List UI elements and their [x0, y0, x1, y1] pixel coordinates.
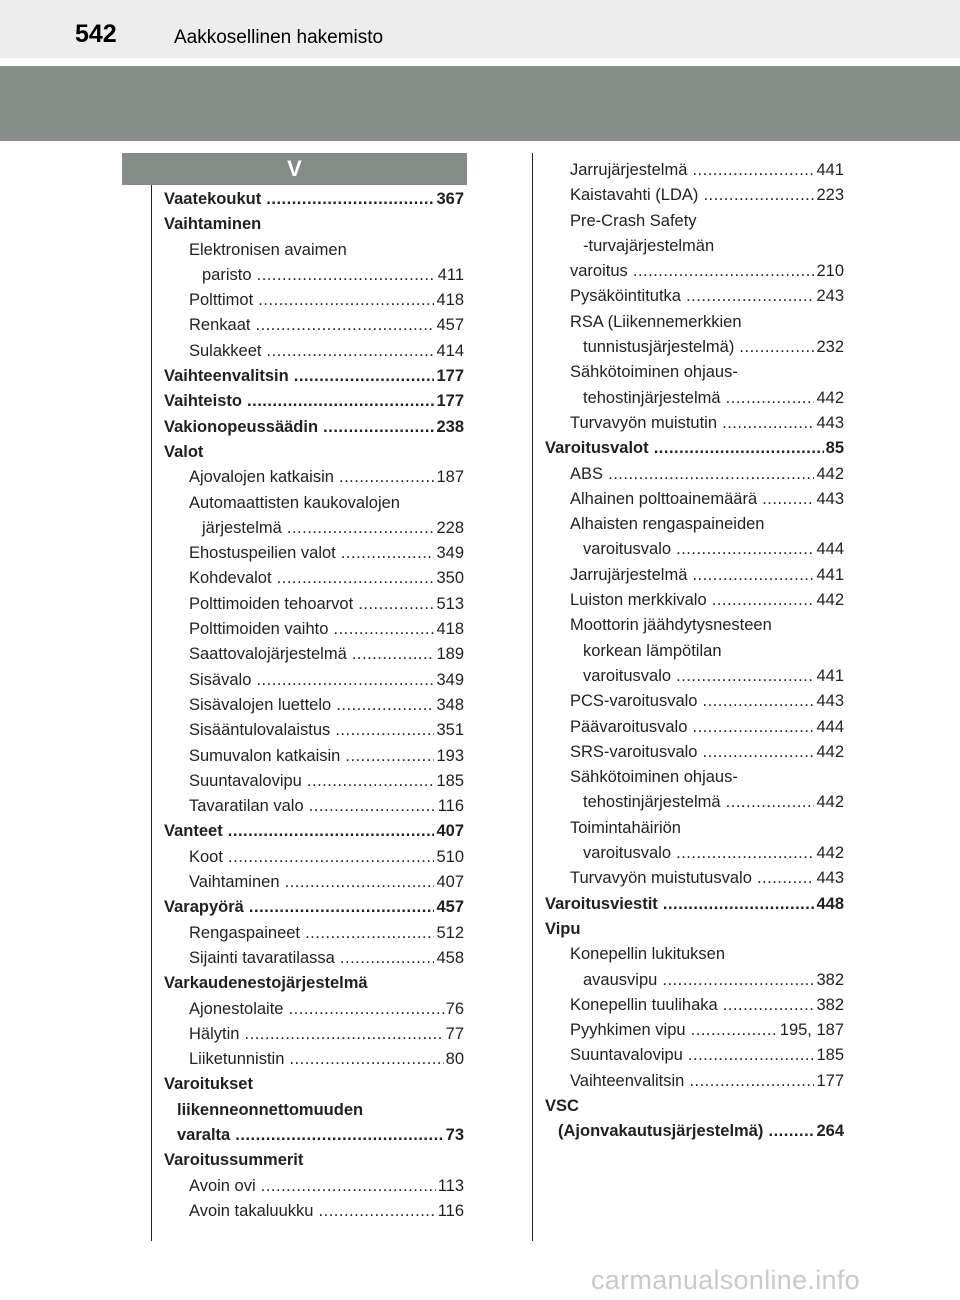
index-entry	[164, 212, 464, 237]
index-entry-term: Suuntavalovipu	[570, 1046, 683, 1065]
index-entry-page: 441	[814, 158, 844, 183]
index-entry	[545, 537, 844, 562]
index-entry	[545, 1069, 844, 1094]
index-entry-page: 351	[434, 718, 464, 743]
index-entry	[164, 1199, 464, 1224]
index-entry-page: 187	[434, 465, 464, 490]
index-entry-term: Pyyhkimen vipu	[570, 1021, 686, 1040]
index-entry-page: 76	[444, 997, 464, 1022]
index-entry-page: 195, 187	[778, 1018, 844, 1043]
index-entry	[164, 617, 464, 642]
index-entry	[545, 942, 844, 967]
index-entry-page: 443	[814, 689, 844, 714]
index-entry	[164, 718, 464, 743]
index-entry-page: 443	[814, 411, 844, 436]
index-column-left	[164, 187, 464, 1224]
index-entry-page: 457	[434, 313, 464, 338]
index-entry-page: 264	[814, 1119, 844, 1144]
index-entry-term: Vaihtaminen	[189, 873, 280, 892]
index-entry-page: 223	[814, 183, 844, 208]
index-entry	[545, 411, 844, 436]
index-column-right	[545, 158, 844, 1145]
index-entry-term: Vaihteisto	[164, 392, 242, 411]
index-entry-page: 77	[444, 1022, 464, 1047]
index-entry-page: 443	[814, 866, 844, 891]
index-entry-page: 418	[434, 617, 464, 642]
index-entry	[164, 1022, 464, 1047]
index-entry-term: Vakionopeussäädin	[164, 417, 319, 436]
index-entry-term: tehostinjärjestelmä	[583, 388, 721, 407]
index-entry-term: Sisääntulovalaistus	[189, 721, 331, 740]
index-entry	[545, 386, 844, 411]
index-entry-term: Ajonestolaite	[189, 999, 284, 1018]
index-entry-term: varoitusvalo	[583, 540, 672, 559]
index-entry-page: 185	[814, 1043, 844, 1068]
index-entry-page: 510	[434, 845, 464, 870]
index-entry-term: Varoitukset	[164, 1075, 253, 1094]
index-entry	[545, 613, 844, 638]
index-entry-page: 443	[814, 487, 844, 512]
index-entry	[164, 769, 464, 794]
index-entry-term: varalta	[177, 1125, 231, 1144]
index-entry-term: Renkaat	[189, 316, 251, 335]
index-entry	[545, 968, 844, 993]
watermark-url: carmanualsonline.info	[591, 1265, 860, 1295]
index-entry	[164, 1148, 464, 1173]
index-entry	[545, 335, 844, 360]
index-entry-term: VSC	[545, 1096, 579, 1115]
index-entry-page: 414	[434, 339, 464, 364]
index-entry-term: Koot	[189, 847, 223, 866]
index-entry-term: Turvavyön muistutusvalo	[570, 869, 752, 888]
index-entry-page: 185	[434, 769, 464, 794]
index-entry	[164, 288, 464, 313]
page-number: 542	[75, 20, 117, 48]
index-entry	[545, 765, 844, 790]
index-entry-term: ABS	[570, 464, 604, 483]
index-entry	[164, 541, 464, 566]
index-entry	[164, 1098, 464, 1123]
index-entry	[164, 693, 464, 718]
index-entry	[164, 238, 464, 263]
index-entry	[545, 816, 844, 841]
index-entry-page: 411	[436, 263, 464, 288]
index-entry	[164, 1123, 464, 1148]
index-entry	[545, 462, 844, 487]
index-entry	[164, 263, 464, 288]
index-entry-page: 238	[434, 415, 464, 440]
index-entry-term: Vaihteenvalitsin	[570, 1071, 685, 1090]
index-entry-term: Liiketunnistin	[189, 1050, 285, 1069]
index-entry-term: Vaihtaminen	[164, 215, 262, 234]
index-entry-term: Turvavyön muistutin	[570, 413, 718, 432]
index-entry-page: 407	[434, 819, 464, 844]
index-entry-term: liikenneonnettomuuden	[177, 1100, 364, 1119]
index-entry-term: Alhaisten rengaspaineiden	[570, 515, 765, 534]
index-entry-page: 116	[436, 794, 464, 819]
index-entry-page: 382	[814, 968, 844, 993]
index-entry-term: Sisävalo	[189, 670, 252, 689]
index-entry	[164, 364, 464, 389]
index-entry	[545, 259, 844, 284]
index-entry-term: Automaattisten kaukovalojen	[189, 493, 400, 512]
index-entry	[545, 866, 844, 891]
index-entry-term: Pre-Crash Safety	[570, 211, 697, 230]
index-entry-term: Varkaudenestojärjestelmä	[164, 974, 368, 993]
index-entry-page: 458	[434, 946, 464, 971]
index-entry-term: Saattovalojärjestelmä	[189, 645, 347, 664]
index-entry-term: Sisävalojen luettelo	[189, 695, 332, 714]
index-entry-term: Luiston merkkivalo	[570, 591, 707, 610]
index-entry	[545, 664, 844, 689]
index-entry-page: 442	[814, 462, 844, 487]
index-entry-page: 116	[436, 1199, 464, 1224]
index-entry-page: 442	[814, 588, 844, 613]
index-entry	[164, 491, 464, 516]
index-entry-term: Valot	[164, 442, 204, 461]
index-entry-term: PCS-varoitusvalo	[570, 692, 698, 711]
index-entry-term: Vipu	[545, 919, 581, 938]
index-entry-page: 448	[814, 892, 844, 917]
index-entry	[164, 794, 464, 819]
index-entry	[545, 436, 844, 461]
index-entry-term: paristo	[202, 265, 252, 284]
index-entry	[545, 639, 844, 664]
index-entry-term: Vaatekoukut	[164, 190, 262, 208]
index-entry	[545, 1018, 844, 1043]
index-entry-page: 512	[434, 921, 464, 946]
index-entry-term: Suuntavalovipu	[189, 771, 302, 790]
index-entry	[164, 1072, 464, 1097]
index-entry-page: 210	[814, 259, 844, 284]
index-entry-page: 407	[434, 870, 464, 895]
index-entry-term: Alhainen polttoainemäärä	[570, 489, 758, 508]
index-entry-term: Polttimoiden vaihto	[189, 620, 329, 639]
index-entry-page: 444	[814, 537, 844, 562]
index-entry-page: 382	[814, 993, 844, 1018]
index-entry-term: Päävaroitusvalo	[570, 717, 688, 736]
index-entry-term: Avoin ovi	[189, 1176, 256, 1195]
index-entry-term: Sähkötoiminen ohjaus-	[570, 768, 738, 787]
index-entry-term: Polttimoiden tehoarvot	[189, 594, 354, 613]
index-entry	[164, 313, 464, 338]
index-entry	[545, 360, 844, 385]
index-entry-term: Ajovalojen katkaisin	[189, 468, 334, 487]
index-entry-page: 232	[814, 335, 844, 360]
index-entry	[545, 284, 844, 309]
index-entry-term: Varoitusviestit	[545, 894, 658, 913]
index-entry	[164, 592, 464, 617]
index-entry-page: 349	[434, 541, 464, 566]
index-entry	[164, 516, 464, 541]
index-entry-term: Rengaspaineet	[189, 923, 301, 942]
index-entry-term: RSA (Liikennemerkkien	[570, 312, 742, 331]
index-entry-page: 177	[434, 389, 464, 414]
index-entry	[164, 946, 464, 971]
page-title: Aakkosellinen hakemisto	[174, 27, 384, 48]
header-band	[0, 66, 960, 141]
index-entry-term: (Ajonvakautusjärjestelmä)	[558, 1122, 764, 1141]
index-entry	[545, 917, 844, 942]
index-entry	[164, 997, 464, 1022]
index-entry-term: Sijainti tavaratilassa	[189, 948, 335, 967]
index-entry-term: varoitusvalo	[583, 666, 672, 685]
index-entry-page: 177	[814, 1069, 844, 1094]
index-entry-term: Varoitusvalot	[545, 439, 649, 458]
index-entry	[164, 744, 464, 769]
index-entry-page: 113	[436, 1174, 464, 1199]
index-entry-term: avausvipu	[583, 970, 658, 989]
index-entry	[545, 993, 844, 1018]
index-entry	[545, 234, 844, 259]
index-entry-page: 442	[814, 386, 844, 411]
index-entry	[164, 440, 464, 465]
section-letter-header: V	[122, 153, 467, 185]
index-entry-page: 189	[434, 642, 464, 667]
index-entry-term: Jarrujärjestelmä	[570, 565, 688, 584]
index-entry	[545, 563, 844, 588]
index-entry-page: 442	[814, 740, 844, 765]
index-entry-term: Varapyörä	[164, 898, 244, 917]
page-header-bar	[0, 0, 960, 58]
index-entry-term: varoitusvalo	[583, 844, 672, 863]
index-entry	[545, 487, 844, 512]
index-entry-term: -turvajärjestelmän	[583, 236, 715, 255]
index-entry-page: 228	[434, 516, 464, 541]
index-entry	[545, 740, 844, 765]
index-entry	[164, 870, 464, 895]
index-entry	[545, 588, 844, 613]
index-entry-page: 80	[444, 1047, 464, 1072]
index-entry-page: 418	[434, 288, 464, 313]
index-entry-term: Konepellin tuulihaka	[570, 995, 718, 1014]
index-entry	[164, 1047, 464, 1072]
index-entry	[545, 183, 844, 208]
index-entry-page: 85	[824, 436, 844, 461]
index-entry	[164, 415, 464, 440]
index-entry-term: varoitus	[570, 262, 628, 281]
index-entry-page: 513	[434, 592, 464, 617]
index-entry-term: tehostinjärjestelmä	[583, 793, 721, 812]
index-entry-page: 349	[434, 668, 464, 693]
index-entry-page: 442	[814, 841, 844, 866]
index-entry-term: SRS-varoitusvalo	[570, 742, 698, 761]
index-entry-term: Kaistavahti (LDA)	[570, 186, 699, 205]
index-entry-page: 444	[814, 715, 844, 740]
left-column-rule	[151, 185, 152, 1241]
column-divider	[532, 153, 533, 1241]
index-entry	[545, 1119, 844, 1144]
index-entry	[545, 310, 844, 335]
index-entry-page: 73	[444, 1123, 464, 1148]
index-entry-term: korkean lämpötilan	[583, 641, 722, 660]
index-entry-page: 367	[434, 187, 464, 212]
index-entry-term: Tavaratilan valo	[189, 797, 304, 816]
index-entry	[545, 1094, 844, 1119]
index-entry-page: 243	[814, 284, 844, 309]
index-entry-term: Vaihteenvalitsin	[164, 367, 289, 386]
index-entry-term: Sumuvalon katkaisin	[189, 746, 341, 765]
index-entry-term: Toimintahäiriön	[570, 818, 681, 837]
index-entry-term: Sähkötoiminen ohjaus-	[570, 363, 738, 382]
index-entry	[164, 921, 464, 946]
index-entry	[545, 715, 844, 740]
index-entry-term: Ehostuspeilien valot	[189, 544, 336, 563]
index-entry-page: 348	[434, 693, 464, 718]
index-entry-term: Jarrujärjestelmä	[570, 161, 688, 179]
index-entry	[164, 971, 464, 996]
index-entry-term: Kohdevalot	[189, 569, 272, 588]
index-entry	[164, 465, 464, 490]
index-entry-page: 193	[434, 744, 464, 769]
index-entry	[164, 642, 464, 667]
index-entry-page: 441	[814, 664, 844, 689]
index-entry	[164, 819, 464, 844]
index-entry	[164, 668, 464, 693]
index-entry	[545, 841, 844, 866]
index-entry	[545, 1043, 844, 1068]
index-entry	[545, 892, 844, 917]
index-entry-term: Konepellin lukituksen	[570, 945, 726, 964]
index-entry-term: Hälytin	[189, 1024, 240, 1043]
index-entry	[164, 895, 464, 920]
index-entry-term: Vanteet	[164, 822, 223, 841]
index-entry-page: 350	[434, 566, 464, 591]
index-entry-page: 441	[814, 563, 844, 588]
index-entry-term: järjestelmä	[202, 518, 282, 537]
index-entry-page: 442	[814, 790, 844, 815]
index-entry	[545, 158, 844, 183]
index-entry	[164, 845, 464, 870]
index-entry	[164, 566, 464, 591]
index-entry-term: Pysäköintitutka	[570, 287, 681, 306]
index-entry	[545, 512, 844, 537]
index-entry	[545, 209, 844, 234]
index-entry	[164, 1174, 464, 1199]
index-entry	[545, 790, 844, 815]
index-entry-term: Varoitussummerit	[164, 1151, 304, 1170]
index-entry-term: Avoin takaluukku	[189, 1201, 314, 1220]
index-entry-page: 457	[434, 895, 464, 920]
index-entry-page: 177	[434, 364, 464, 389]
index-entry-term: Sulakkeet	[189, 341, 262, 360]
index-entry	[164, 339, 464, 364]
index-entry	[164, 187, 464, 212]
index-entry-term: Polttimot	[189, 291, 254, 310]
index-entry-term: tunnistusjärjestelmä)	[583, 338, 735, 357]
index-entry	[545, 689, 844, 714]
index-entry-term: Elektronisen avaimen	[189, 240, 347, 259]
index-entry-term: Moottorin jäähdytysnesteen	[570, 616, 772, 635]
index-entry	[164, 389, 464, 414]
